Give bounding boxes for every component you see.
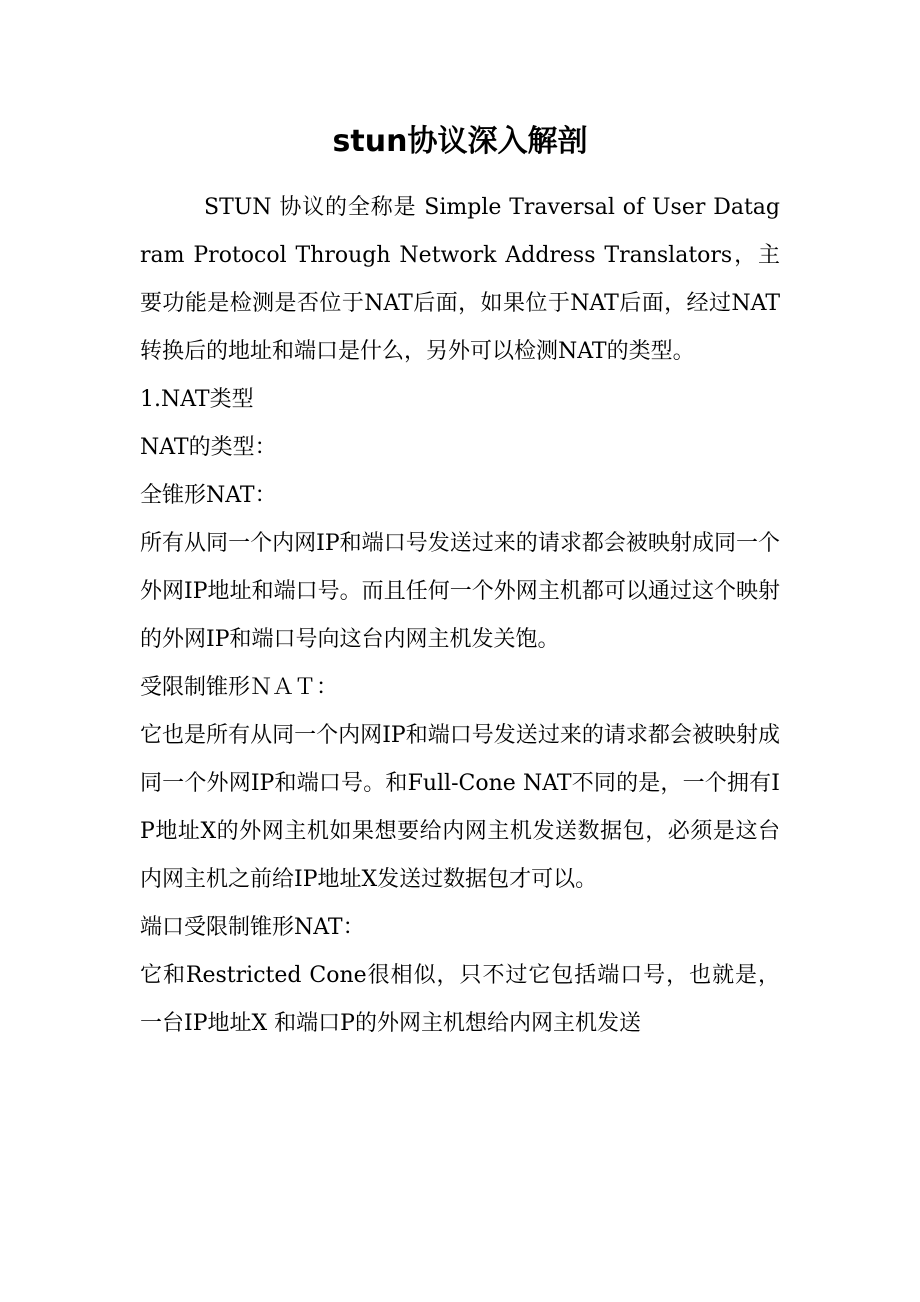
document-body <box>140 184 780 1048</box>
restricted-cone-label: 受限制锥形ＮＡＴ： <box>140 675 339 700</box>
port-restricted-cone-paragraph: 它和Restricted Cone很相似，只不过它包括端口号，也就是，一台IP地址X 和端口P的外网主机想给内网主机发送 <box>140 963 780 1036</box>
restricted-cone-paragraph: 它也是所有从同一个内网IP和端口号发送过来的请求都会被映射成同一个外网IP和端口号。和Full-Cone NAT不同的是，一个拥有IP地址X的外网主机如果想要给内网主机发送数据包，必须是这台内网主机之前给IP地址X发送过数据包才可以。 <box>140 723 780 892</box>
section-heading: 1.NAT类型 <box>140 387 254 412</box>
port-restricted-cone-label: 端口受限制锥形NAT： <box>140 915 365 940</box>
nat-types-subheading: NAT的类型： <box>140 435 277 460</box>
intro-paragraph: STUN 协议的全称是 Simple Traversal of User Datagram Protocol Through Network Address Translators，主要功能是检测是否位于NAT后面，如果位于NAT后面，经过NAT 转换后的地址和端口是什么，另外可以检测NAT的类型。 <box>140 195 780 364</box>
full-cone-label: 全锥形NAT： <box>140 483 277 508</box>
document-title: stun协议深入解剖 <box>332 124 588 159</box>
full-cone-paragraph: 所有从同一个内网IP和端口号发送过来的请求都会被映射成同一个外网IP地址和端口号。而且任何一个外网主机都可以通过这个映射的外网IP和端口号向这台内网主机发关饱。 <box>140 531 780 652</box>
